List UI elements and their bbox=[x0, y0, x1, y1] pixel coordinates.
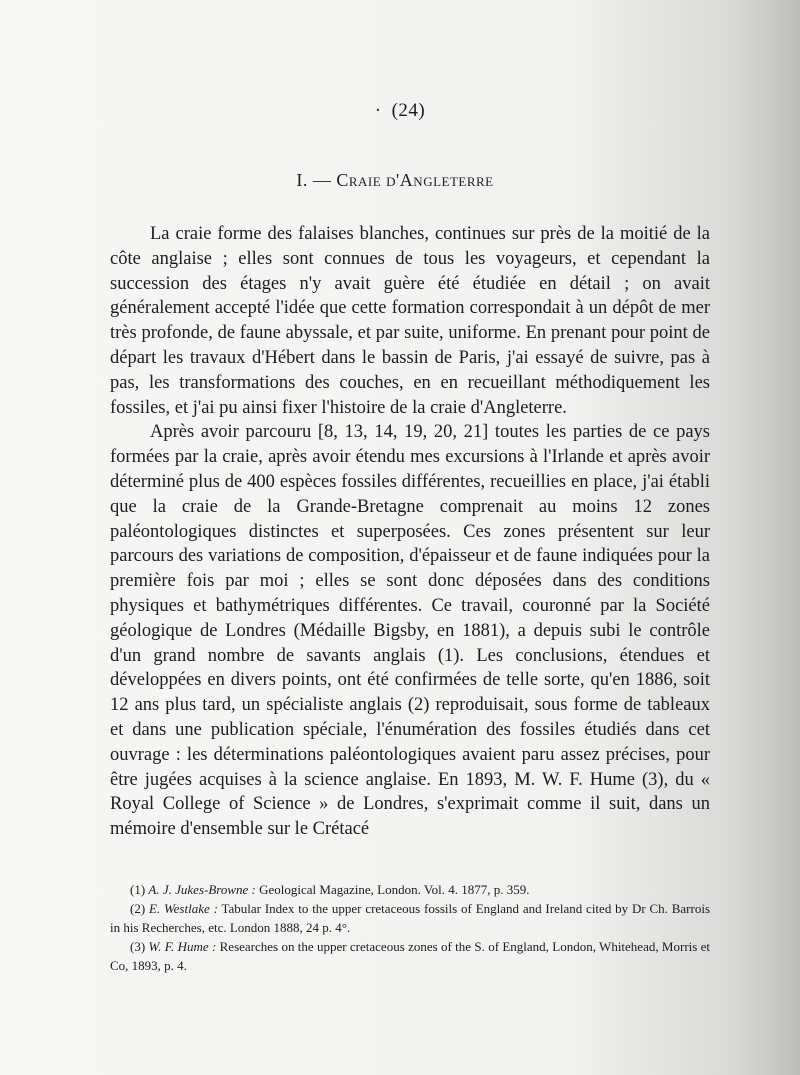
section-title: I. — Craie d'Angleterre bbox=[296, 170, 494, 190]
footnotes bbox=[110, 880, 710, 975]
footnote-1-author: A. J. Jukes-Browne : bbox=[148, 882, 256, 897]
page-number-mark: · bbox=[374, 100, 382, 121]
page-number bbox=[0, 100, 800, 122]
paragraph-2: Après avoir parcouru [8, 13, 14, 19, 20, 21] toutes les parties de ce pays formées par la craie, après avoir étendu mes excursions à l'Irlande et après avoir déterminé plus de 400 espèces fossiles différentes, recueillies en place, j'ai établi que la craie de la Grande-Bretagne comprenait au moins 12 zones paléontologiques distinctes et superposées. Ces zones présentent sur leur parcours des variations de composition, d'épaisseur et de faune indiquées pour la première fois par moi ; elles se sont donc déposées dans des conditions physiques et bathymétriques différentes. Ce travail, couronné par la Société géologique de Londres (Médaille Bigsby, en 1881), a depuis subi le contrôle d'un grand nombre de savants anglais (1). Les conclusions, étendues et développées en divers points, ont été confirmées de telle sorte, qu'en 1886, soit 12 ans plus tard, un spécialiste anglais (2) reproduisait, sous forme de tableaux et dans une publication spéciale, l'énumération des fossiles étudiés dans cet ouvrage : les déterminations paléontologiques avaient paru assez précises, pour être jugées acquises à la science anglaise. En 1893, M. W. F. Hume (3), du « Royal College of Science » de Londres, s'exprimait comme il suit, dans un mémoire d'ensemble sur le Crétacé bbox=[110, 422, 710, 840]
footnote-1 bbox=[110, 880, 710, 899]
footnote-3-author: W. F. Hume : bbox=[148, 939, 217, 954]
footnote-2-number: (2) bbox=[130, 901, 146, 916]
body-text bbox=[110, 222, 710, 842]
footnote-1-number: (1) bbox=[130, 882, 146, 897]
footnote-3-number: (3) bbox=[130, 939, 146, 954]
footnote-2 bbox=[110, 899, 710, 937]
footnote-3 bbox=[110, 937, 710, 975]
page-number-text: (24) bbox=[391, 100, 426, 121]
footnote-2-text: Tabular Index to the upper cretaceous fossils of England and Ireland cited by Dr Ch. Barrois in his Recherches, etc. London 1888, 24 p. 4°. bbox=[110, 901, 711, 935]
footnote-1-text: Geological Magazine, London. Vol. 4. 1877, p. 359. bbox=[259, 882, 530, 897]
footnote-2-author: E. Westlake : bbox=[149, 901, 218, 916]
paragraph-1: La craie forme des falaises blanches, continues sur près de la moitié de la côte anglaise ; elles sont connues de tous les voyageurs, et cependant la succession des étages n'y avait guère été étudiée en détail ; on avait généralement accepté l'idée que cette formation correspondait à un dépôt de mer très profonde, de faune abyssale, et par suite, uniforme. En prenant pour point de départ les travaux d'Hébert dans le bassin de Paris, j'ai essayé de suivre, pas à pas, les transformations des couches, en en recueillant méthodiquement les fossiles, et j'ai pu ainsi fixer l'histoire de la craie d'Angleterre. bbox=[110, 224, 710, 418]
footnote-3-text: Researches on the upper cretaceous zones of the S. of England, London, Whitehead, Morris et Co, 1893, p. 4. bbox=[110, 939, 711, 973]
